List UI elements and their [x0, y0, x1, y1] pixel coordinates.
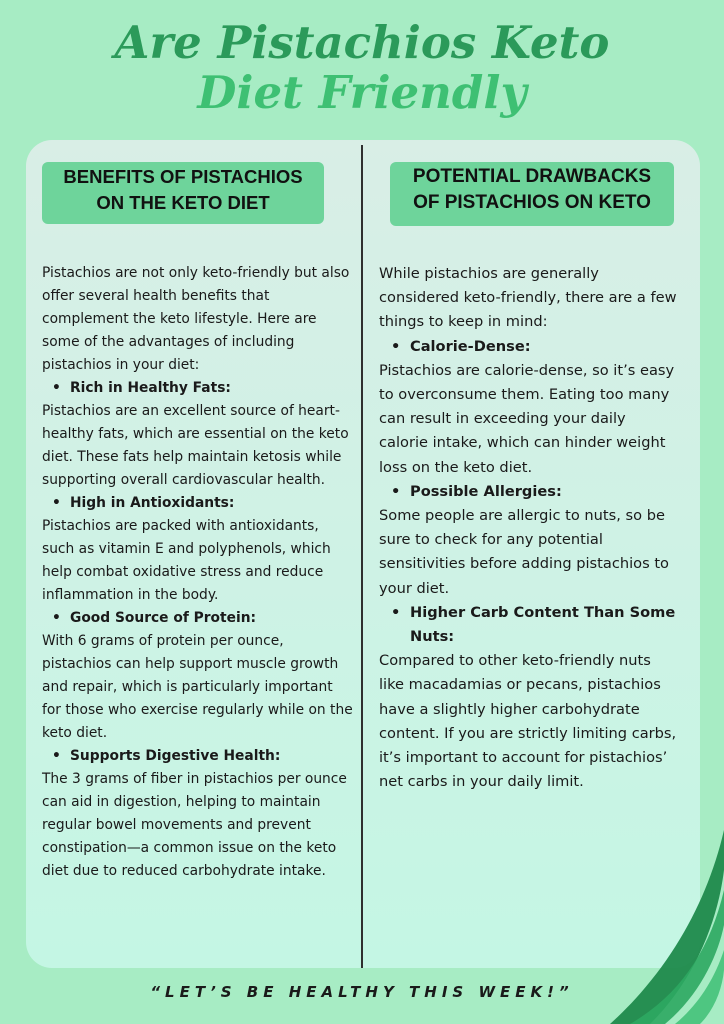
benefit-item — [42, 492, 354, 607]
benefits-header-line-2: ON THE KETO DIET — [96, 192, 270, 213]
bullet-icon: • — [52, 495, 61, 511]
drawback-text: Pistachios are calorie-dense, so it’s easy to overconsume them. Eating too many can result in exceeding your daily calorie intake, which can hinder weight loss on the keto diet. — [379, 361, 675, 476]
drawback-item — [379, 601, 679, 795]
leaf-swoosh-decoration — [590, 830, 724, 1024]
drawback-item — [379, 335, 679, 480]
title-line-1: Are Pistachios Keto — [114, 16, 610, 69]
benefits-column — [42, 262, 354, 883]
benefit-item — [42, 607, 354, 745]
drawback-item — [379, 480, 679, 601]
bullet-icon: • — [52, 610, 61, 626]
benefit-title: Rich in Healthy Fats: — [70, 380, 231, 396]
benefit-text: With 6 grams of protein per ounce, pistachios can help support muscle growth and repair, which is particularly important for those who exercise regularly while on the keto diet. — [42, 633, 353, 741]
drawbacks-column — [379, 262, 679, 794]
bullet-icon: • — [52, 380, 61, 396]
bullet-icon: • — [391, 603, 401, 621]
benefits-header — [42, 162, 324, 224]
bullet-icon: • — [52, 748, 61, 764]
benefit-title: High in Antioxidants: — [70, 495, 235, 511]
benefit-title: Good Source of Protein: — [70, 610, 257, 626]
drawback-title: Possible Allergies: — [410, 482, 562, 500]
benefit-item — [42, 377, 354, 492]
benefit-text: Pistachios are packed with antioxidants, such as vitamin E and polyphenols, which help combat oxidative stress and reduce inflammation in the body. — [42, 518, 331, 603]
benefits-intro: Pistachios are not only keto-friendly but also offer several health benefits that complement the keto lifestyle. Here are some of the advantages of including pistachios in your diet: — [42, 265, 350, 373]
footer-slogan: “LET’S BE HEALTHY THIS WEEK!” — [150, 983, 574, 1001]
drawback-title: Higher Carb Content Than Some Nuts: — [410, 603, 676, 646]
drawback-title: Calorie-Dense: — [410, 337, 531, 355]
benefit-title: Supports Digestive Health: — [70, 748, 281, 764]
column-divider — [361, 145, 363, 968]
benefit-text: The 3 grams of fiber in pistachios per ounce can aid in digestion, helping to maintain regular bowel movements and prevent constipation—a common issue on the keto diet due to reduced carbohydrate intake. — [42, 771, 347, 879]
drawback-text: Compared to other keto-friendly nuts like macadamias or pecans, pistachios have a slightly higher carbohydrate content. If you are strictly limiting carbs, it’s important to account for pistachios’ net carbs in your daily limit. — [379, 652, 677, 791]
benefits-header-line-1: BENEFITS OF PISTACHIOS — [63, 166, 303, 187]
drawbacks-header-line-1: POTENTIAL DRAWBACKS — [412, 166, 652, 187]
drawbacks-header — [390, 162, 674, 226]
title-line-2: Diet Friendly — [197, 66, 527, 120]
drawbacks-intro: While pistachios are generally considered keto-friendly, there are a few things to keep in mind: — [379, 265, 677, 331]
bullet-icon: • — [391, 482, 401, 500]
bullet-icon: • — [391, 337, 401, 355]
page-title — [0, 18, 724, 119]
drawback-text: Some people are allergic to nuts, so be sure to check for any potential sensitivities before adding pistachios to your diet. — [379, 507, 669, 597]
drawbacks-header-line-2: OF PISTACHIOS ON KETO — [413, 192, 651, 213]
benefit-item — [42, 745, 354, 883]
benefit-text: Pistachios are an excellent source of heart-healthy fats, which are essential on the keto diet. These fats help maintain ketosis while supporting overall cardiovascular health. — [42, 403, 349, 488]
